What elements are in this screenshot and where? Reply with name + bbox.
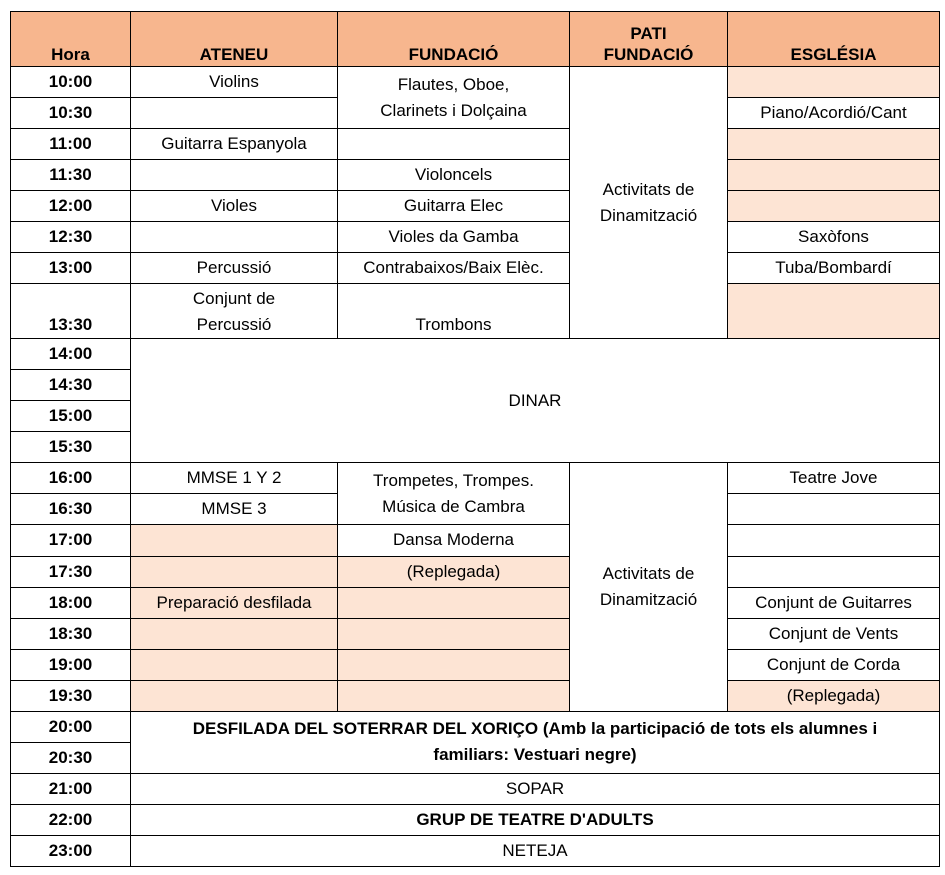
esglesia-empty <box>728 284 940 339</box>
ateneu-preparacio: Preparació desfilada <box>131 587 338 618</box>
fundacio-dansa: Dansa Moderna <box>338 525 570 556</box>
fundacio-empty <box>338 618 570 649</box>
hour-cell: 17:00 <box>11 525 131 556</box>
esglesia-piano: Piano/Acordió/Cant <box>728 98 940 129</box>
header-hora: Hora <box>11 12 131 67</box>
row-1900 <box>11 649 940 680</box>
hour-cell: 14:30 <box>11 370 131 401</box>
row-1730 <box>11 556 940 587</box>
pati-activitats-line2: Dinamització <box>599 205 698 225</box>
row-1830 <box>11 618 940 649</box>
esglesia-empty <box>728 556 940 587</box>
row-1930 <box>11 680 940 711</box>
hour-cell: 19:30 <box>11 680 131 711</box>
hour-cell: 20:00 <box>11 711 131 742</box>
ateneu-empty <box>131 649 338 680</box>
ateneu-empty <box>131 525 338 556</box>
ateneu-empty <box>131 680 338 711</box>
hour-cell: 17:30 <box>11 556 131 587</box>
ateneu-conjunt-percussio <box>131 284 338 339</box>
hour-cell: 14:00 <box>11 339 131 370</box>
esglesia-guitarres: Conjunt de Guitarres <box>728 587 940 618</box>
fundacio-trombons: Trombons <box>338 284 570 339</box>
hour-cell: 18:30 <box>11 618 131 649</box>
fundacio-empty <box>338 129 570 160</box>
sopar-cell: SOPAR <box>131 773 940 804</box>
row-1100 <box>11 129 940 160</box>
hour-cell: 12:00 <box>11 191 131 222</box>
esglesia-empty <box>728 525 940 556</box>
pati-activitats-morning <box>570 67 728 339</box>
hour-cell: 10:00 <box>11 67 131 98</box>
fundacio-violoncels: Violoncels <box>338 160 570 191</box>
hour-cell: 13:30 <box>11 284 131 339</box>
row-2200 <box>11 804 940 835</box>
row-1800 <box>11 587 940 618</box>
ateneu-mmse12: MMSE 1 Y 2 <box>131 463 338 494</box>
hour-cell: 16:00 <box>11 463 131 494</box>
header-pati-line2: FUNDACIÓ <box>603 45 694 64</box>
fundacio-contrabaixos: Contrabaixos/Baix Elèc. <box>338 253 570 284</box>
fundacio-trompetes <box>338 463 570 525</box>
ateneu-empty <box>131 98 338 129</box>
fundacio-violes-gamba: Violes da Gamba <box>338 222 570 253</box>
hour-cell: 21:00 <box>11 773 131 804</box>
desfilada-line2: familiars: Vestuari negre) <box>433 745 637 765</box>
ateneu-percussio: Percussió <box>131 253 338 284</box>
esglesia-corda: Conjunt de Corda <box>728 649 940 680</box>
fundacio-flautes-line2: Clarinets i Dolçaina <box>380 100 527 120</box>
ateneu-violes: Violes <box>131 191 338 222</box>
fundacio-flautes-line1: Flautes, Oboe, <box>397 74 510 94</box>
fundacio-empty <box>338 680 570 711</box>
ateneu-empty <box>131 222 338 253</box>
hour-cell: 15:00 <box>11 401 131 432</box>
desfilada-cell <box>131 711 940 773</box>
esglesia-tuba: Tuba/Bombardí <box>728 253 940 284</box>
row-1230 <box>11 222 940 253</box>
fundacio-replegada: (Replegada) <box>338 556 570 587</box>
fundacio-trompetes-line2: Música de Cambra <box>382 496 525 516</box>
pati-activitats-line1: Activitats de <box>602 564 695 584</box>
header-fundacio: FUNDACIÓ <box>338 12 570 67</box>
hour-cell: 13:00 <box>11 253 131 284</box>
ateneu-empty <box>131 618 338 649</box>
hour-cell: 11:30 <box>11 160 131 191</box>
fundacio-flautes <box>338 67 570 129</box>
hour-cell: 10:30 <box>11 98 131 129</box>
row-1330 <box>11 284 940 339</box>
pati-activitats-afternoon <box>570 463 728 711</box>
esglesia-vents: Conjunt de Vents <box>728 618 940 649</box>
hour-cell: 15:30 <box>11 432 131 463</box>
header-ateneu: ATENEU <box>131 12 338 67</box>
esglesia-empty <box>728 129 940 160</box>
ateneu-guitarra-espanyola: Guitarra Espanyola <box>131 129 338 160</box>
row-2100 <box>11 773 940 804</box>
row-1130 <box>11 160 940 191</box>
fundacio-guitarra-elec: Guitarra Elec <box>338 191 570 222</box>
header-pati-line1: PATI <box>630 24 667 43</box>
fundacio-empty <box>338 649 570 680</box>
ateneu-empty <box>131 556 338 587</box>
fundacio-trompetes-line1: Trompetes, Trompes. <box>373 470 534 490</box>
pati-activitats-line1: Activitats de <box>602 179 695 199</box>
hour-cell: 22:00 <box>11 804 131 835</box>
row-1300 <box>11 253 940 284</box>
row-1200 <box>11 191 940 222</box>
esglesia-empty <box>728 494 940 525</box>
ateneu-violins: Violins <box>131 67 338 98</box>
hour-cell: 11:00 <box>11 129 131 160</box>
header-pati-fundacio <box>570 12 728 67</box>
neteja-cell: NETEJA <box>131 835 940 866</box>
row-2000 <box>11 711 940 742</box>
pati-activitats-line2: Dinamització <box>599 590 698 610</box>
hour-cell: 12:30 <box>11 222 131 253</box>
esglesia-empty <box>728 191 940 222</box>
header-esglesia: ESGLÉSIA <box>728 12 940 67</box>
conjunt-percussio-line2: Percussió <box>196 315 272 335</box>
ateneu-empty <box>131 160 338 191</box>
header-row <box>11 12 940 67</box>
esglesia-empty <box>728 160 940 191</box>
esglesia-teatre-jove: Teatre Jove <box>728 463 940 494</box>
hour-cell: 19:00 <box>11 649 131 680</box>
hour-cell: 20:30 <box>11 742 131 773</box>
esglesia-empty <box>728 67 940 98</box>
hour-cell: 18:00 <box>11 587 131 618</box>
row-1600 <box>11 463 940 494</box>
conjunt-percussio-line1: Conjunt de <box>192 289 276 309</box>
dinar-cell: DINAR <box>131 339 940 463</box>
row-1700 <box>11 525 940 556</box>
ateneu-mmse3: MMSE 3 <box>131 494 338 525</box>
desfilada-line1: DESFILADA DEL SOTERRAR DEL XORIÇO (Amb la participació de tots els alumnes i <box>192 719 878 739</box>
row-2300 <box>11 835 940 866</box>
row-1400 <box>11 339 940 370</box>
fundacio-empty <box>338 587 570 618</box>
esglesia-replegada: (Replegada) <box>728 680 940 711</box>
grup-teatre-cell: GRUP DE TEATRE D'ADULTS <box>131 804 940 835</box>
esglesia-saxofons: Saxòfons <box>728 222 940 253</box>
row-1000 <box>11 67 940 98</box>
schedule-table <box>10 11 940 867</box>
hour-cell: 16:30 <box>11 494 131 525</box>
hour-cell: 23:00 <box>11 835 131 866</box>
